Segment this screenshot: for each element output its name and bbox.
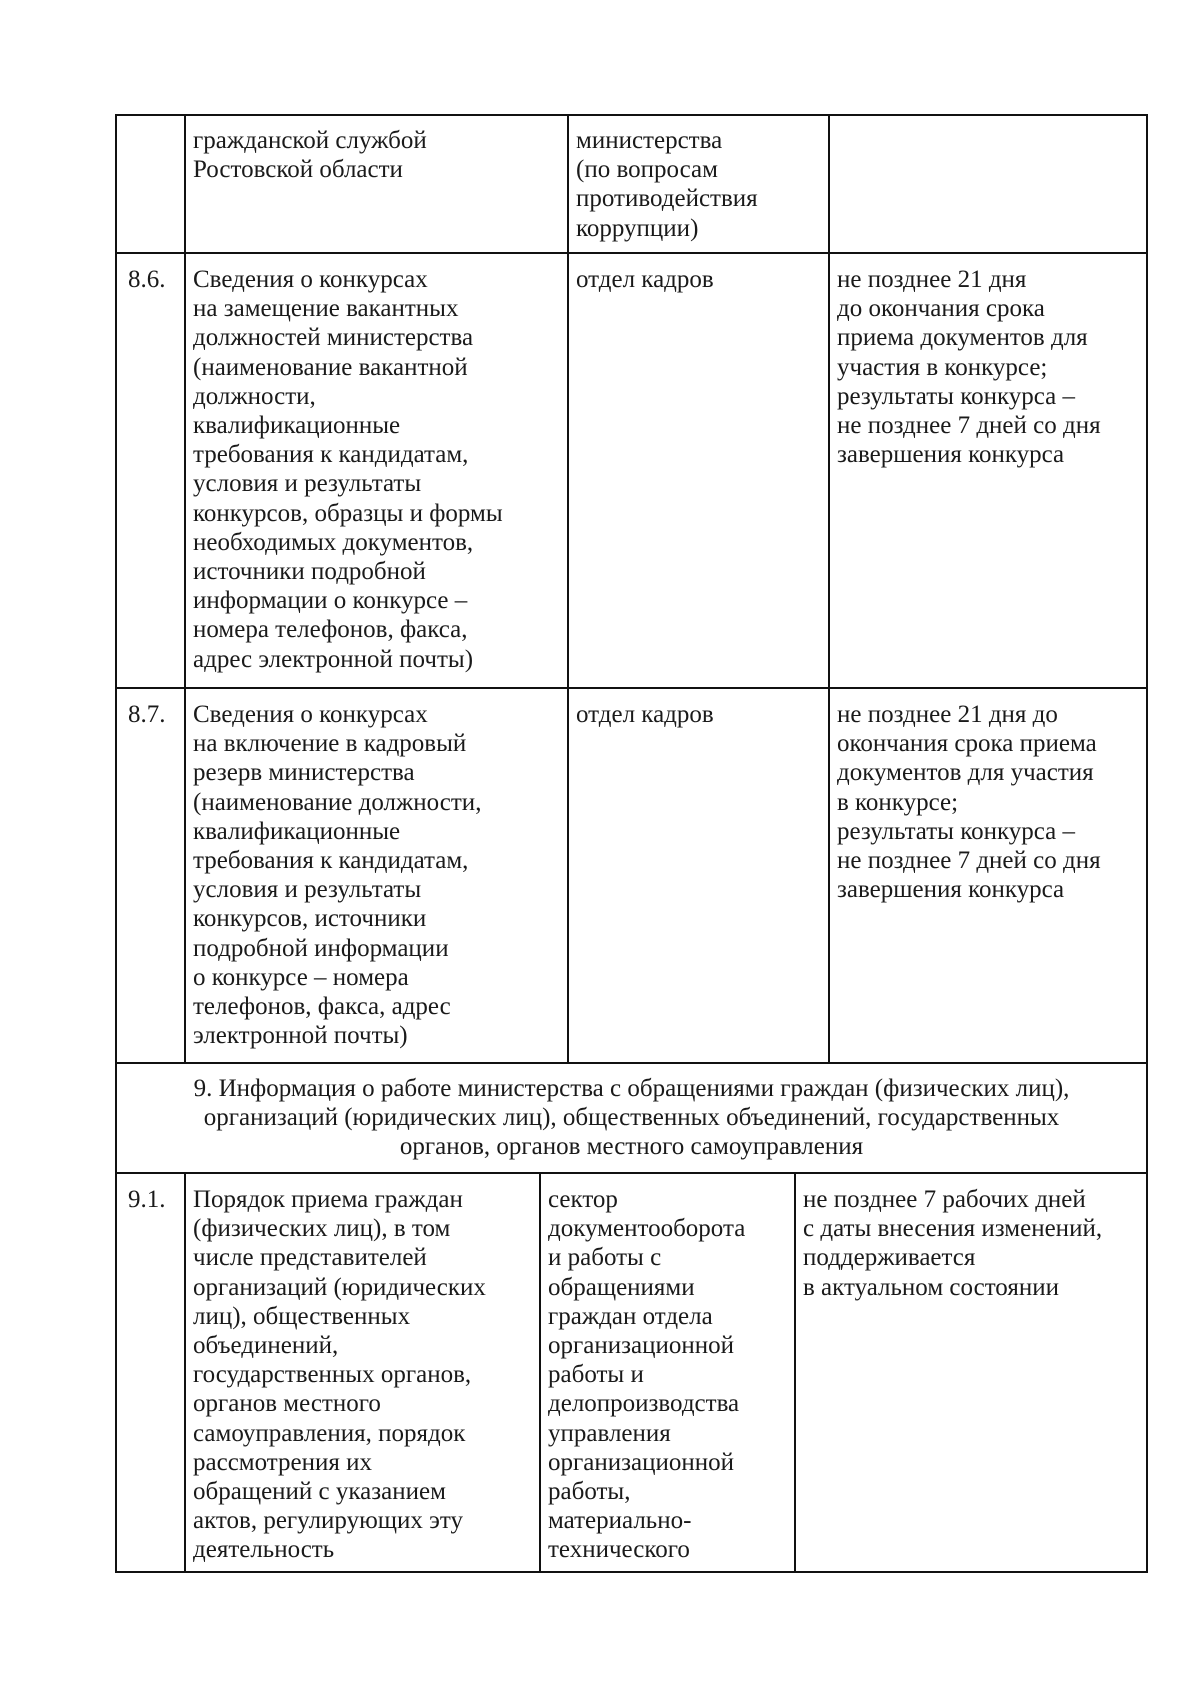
- row-divider: [115, 1172, 1148, 1174]
- column-divider: [539, 1172, 541, 1573]
- column-divider: [828, 114, 830, 1064]
- table-border-right: [1146, 114, 1148, 1573]
- row-divider: [115, 1062, 1148, 1064]
- row-divider: [115, 252, 1148, 254]
- row-number: 8.6.: [128, 266, 166, 293]
- cell-info: Сведения о конкурсах на включение в кадровый резерв министерства (наименование должности, квалификационные требования к кандидатам, условия и результаты конкурсов, источники подробной информации о конкурсе – номера телефонов, факса, адрес электронной почты): [193, 701, 482, 1050]
- cell-responsible: сектор документооборота и работы с обращениями граждан отдела организационной работы и делопроизводства управления организационной работы, материально- технического: [548, 1186, 746, 1564]
- cell-deadline: не позднее 21 дня до окончания срока приема документов для участия в конкурсе; результаты конкурса – не позднее 7 дней со дня завершения конкурса: [837, 701, 1101, 904]
- row-number: 9.1.: [128, 1186, 166, 1213]
- cell-info: гражданской службой Ростовской области: [193, 127, 427, 184]
- cell-info: Сведения о конкурсах на замещение вакантных должностей министерства (наименование вакантной должности, квалификационные требования к кандидатам, условия и результаты конкурсов, образцы и формы необходимых документов, источники подробной информации о конкурсе – номера телефонов, факса, адрес электронной почты): [193, 266, 503, 673]
- info-table: [115, 114, 1148, 1573]
- section-heading: 9. Информация о работе министерства с обращениями граждан (физических лиц), организаций (юридических лиц), общественных объединений, государственных органов, органов местного самоуправления: [193, 1075, 1070, 1161]
- cell-responsible: отдел кадров: [576, 701, 714, 728]
- table-border-left: [115, 114, 117, 1573]
- row-number: 8.7.: [128, 701, 166, 728]
- column-divider: [567, 114, 569, 1064]
- cell-info: Порядок приема граждан (физических лиц), в том числе представителей организаций (юридических лиц), общественных объединений, государственных органов, органов местного самоуправления, порядок рассмотрения их обращений с указанием актов, регулирующих эту деятельность: [193, 1186, 486, 1564]
- column-divider: [794, 1172, 796, 1573]
- table-border-bottom: [115, 1571, 1148, 1573]
- cell-deadline: не позднее 21 дня до окончания срока приема документов для участия в конкурсе; результаты конкурса – не позднее 7 дней со дня завершения конкурса: [837, 266, 1101, 469]
- column-divider: [184, 114, 186, 1064]
- cell-deadline: не позднее 7 рабочих дней с даты внесения изменений, поддерживается в актуальном состоянии: [803, 1186, 1103, 1301]
- row-divider: [115, 687, 1148, 689]
- table-border-top: [115, 114, 1148, 116]
- cell-responsible: министерства (по вопросам противодействия коррупции): [576, 127, 758, 242]
- cell-responsible: отдел кадров: [576, 266, 714, 293]
- column-divider: [184, 1172, 186, 1573]
